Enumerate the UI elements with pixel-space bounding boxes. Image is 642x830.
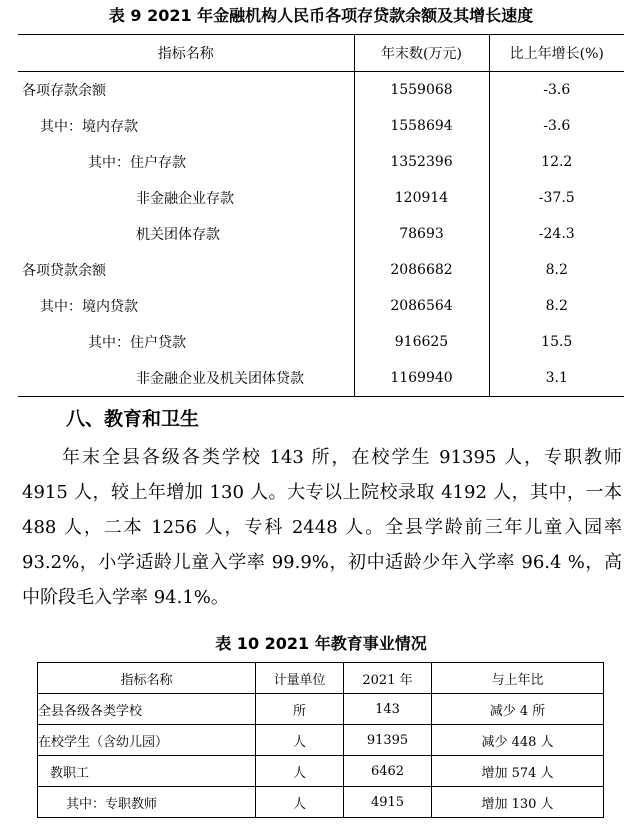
row-growth: 8.2 bbox=[489, 252, 624, 288]
row-name: 其中：住户存款 bbox=[88, 155, 186, 171]
table-header-row bbox=[18, 35, 624, 72]
row-change: 增加 574 人 bbox=[432, 756, 604, 787]
row-value: 2086564 bbox=[354, 288, 489, 324]
table-row bbox=[38, 694, 604, 725]
row-value: 4915 bbox=[344, 787, 432, 818]
row-value: 1169940 bbox=[354, 360, 489, 397]
table10 bbox=[37, 662, 604, 818]
table-row bbox=[18, 72, 624, 109]
row-value: 91395 bbox=[344, 725, 432, 756]
table9-caption: 表 9 2021 年金融机构人民币各项存贷款余额及其增长速度 bbox=[108, 6, 534, 25]
table-header-row bbox=[38, 663, 604, 694]
row-name: 非金融企业及机关团体贷款 bbox=[18, 360, 354, 397]
column-header: 与上年比 bbox=[432, 663, 604, 694]
row-value: 120914 bbox=[354, 180, 489, 216]
table-row bbox=[18, 252, 624, 288]
row-unit: 人 bbox=[256, 725, 344, 756]
row-growth: 15.5 bbox=[489, 324, 624, 360]
row-name: 在校学生（含幼儿园） bbox=[38, 725, 256, 756]
table-row bbox=[38, 725, 604, 756]
table-row bbox=[18, 180, 624, 216]
row-growth: 8.2 bbox=[489, 288, 624, 324]
row-unit: 所 bbox=[256, 694, 344, 725]
row-growth: -24.3 bbox=[489, 216, 624, 252]
section-heading: 八、教育和卫生 bbox=[66, 408, 200, 430]
table-row bbox=[18, 288, 624, 324]
column-header: 年末数(万元) bbox=[354, 35, 489, 72]
row-value: 1352396 bbox=[354, 144, 489, 180]
row-name: 其中：专职教师 bbox=[38, 787, 256, 818]
row-value: 143 bbox=[344, 694, 432, 725]
row-change: 减少 4 所 bbox=[432, 694, 604, 725]
row-unit: 人 bbox=[256, 756, 344, 787]
row-unit: 人 bbox=[256, 787, 344, 818]
row-change: 减少 448 人 bbox=[432, 725, 604, 756]
table-row bbox=[18, 108, 624, 144]
table-row bbox=[38, 756, 604, 787]
column-header: 指标名称 bbox=[18, 35, 354, 72]
column-header: 指标名称 bbox=[38, 663, 256, 694]
row-value: 916625 bbox=[354, 324, 489, 360]
row-change: 增加 130 人 bbox=[432, 787, 604, 818]
table-row bbox=[18, 216, 624, 252]
row-growth: -3.6 bbox=[489, 72, 624, 109]
row-growth: 3.1 bbox=[489, 360, 624, 397]
row-growth: -37.5 bbox=[489, 180, 624, 216]
row-name: 其中：境内存款 bbox=[40, 119, 138, 135]
row-value: 2086682 bbox=[354, 252, 489, 288]
column-header: 2021 年 bbox=[344, 663, 432, 694]
table9 bbox=[18, 34, 624, 397]
row-value: 6462 bbox=[344, 756, 432, 787]
column-header: 计量单位 bbox=[256, 663, 344, 694]
body-paragraph: 年末全县各级各类学校 143 所，在校学生 91395 人，专职教师 4915 人，较上年增加 130 人。大专以上院校录取 4192 人，其中，一本 488 人，二本 1256 人，专科 2448 人。全县学龄前三年儿童入园率 93.2%，小学适龄儿童入学率 99.9%，初中适龄少年入学率 96.4 %，高中阶段毛入学率 94.1%。 bbox=[22, 447, 622, 608]
row-name: 非金融企业存款 bbox=[136, 191, 234, 207]
row-name: 机关团体存款 bbox=[136, 227, 220, 243]
table10-caption: 表 10 2021 年教育事业情况 bbox=[215, 634, 427, 653]
table-row bbox=[18, 324, 624, 360]
row-value: 78693 bbox=[354, 216, 489, 252]
row-name: 其中：住户贷款 bbox=[88, 335, 186, 351]
row-name: 教职工 bbox=[38, 756, 256, 787]
row-name: 全县各级各类学校 bbox=[38, 694, 256, 725]
row-name: 各项存款余额 bbox=[22, 83, 106, 99]
column-header: 比上年增长(%) bbox=[489, 35, 624, 72]
row-value: 1559068 bbox=[354, 72, 489, 109]
row-value: 1558694 bbox=[354, 108, 489, 144]
row-name: 各项贷款余额 bbox=[22, 263, 106, 279]
table-row bbox=[18, 144, 624, 180]
table-row bbox=[38, 787, 604, 818]
table-row bbox=[18, 360, 624, 397]
row-name: 其中：境内贷款 bbox=[40, 299, 138, 315]
row-growth: -3.6 bbox=[489, 108, 624, 144]
row-growth: 12.2 bbox=[489, 144, 624, 180]
